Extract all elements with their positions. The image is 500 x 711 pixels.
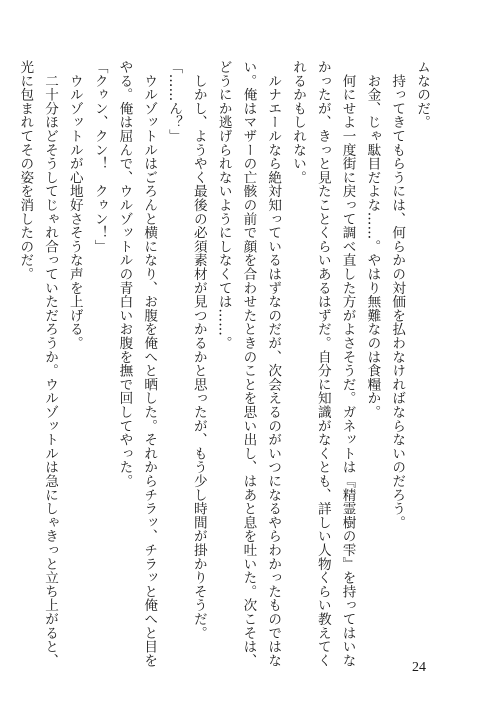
text-line: お金、じゃ駄目だよな……。やはり無難なのは食糧か。	[364, 60, 381, 419]
text-line: い。俺はマザーの亡骸の前で顔を合わせたときのことを思い出し、はあと息を吐いた。次こそは、	[240, 60, 257, 668]
text-line: やる。俺は屈んで、ウルゾットルの青白いお腹を撫で回してやった。	[116, 60, 133, 488]
text-line: どうにか逃げられないようにしなくては……。	[215, 60, 232, 350]
text-line: 何にせよ一度街に戻って調べ直した方がよさそうだ。ガネットは『精霊樹の雫』を持ってはいな	[339, 60, 356, 668]
text-line: ルナエールなら絶対知っているはずなのだが、次会えるのがいつになるやらわかったものではな	[265, 60, 282, 668]
text-line: れるかもしれない。	[290, 60, 307, 185]
text-line: ウルゾットルはごろんと横になり、お腹を俺へと晒した。それからチラッ、チラッと俺へと目を	[141, 60, 158, 668]
text-line: 「……ん？」	[166, 60, 183, 143]
text-line: 「クゥン、クン！ クゥン！」	[91, 60, 108, 254]
page-number: 24	[412, 660, 426, 675]
text-line: 光に包まれてその姿を消したのだ。	[17, 60, 34, 281]
text-line: ムなのだ。	[414, 60, 430, 129]
text-line: かったが、きっと見たことくらいあるはずだ。自分に知識がなくとも、詳しい人物くらい教えてく	[314, 60, 331, 668]
text-line: しかし、ようやく最後の必須素材が見つかるかと思ったが、もう少し時間が掛かりそうだ。	[190, 60, 207, 640]
text-line: 二十分ほどそうしてじゃれ合っていただろうか。ウルゾットルは急にしゃきっと立ち上がると、	[42, 60, 59, 668]
text-line: 持ってきてもらうには、何らかの対価を払わなければならないのだろう。	[389, 60, 406, 530]
text-line: ウルゾットルが心地好さそうな声を上げる。	[66, 60, 83, 350]
